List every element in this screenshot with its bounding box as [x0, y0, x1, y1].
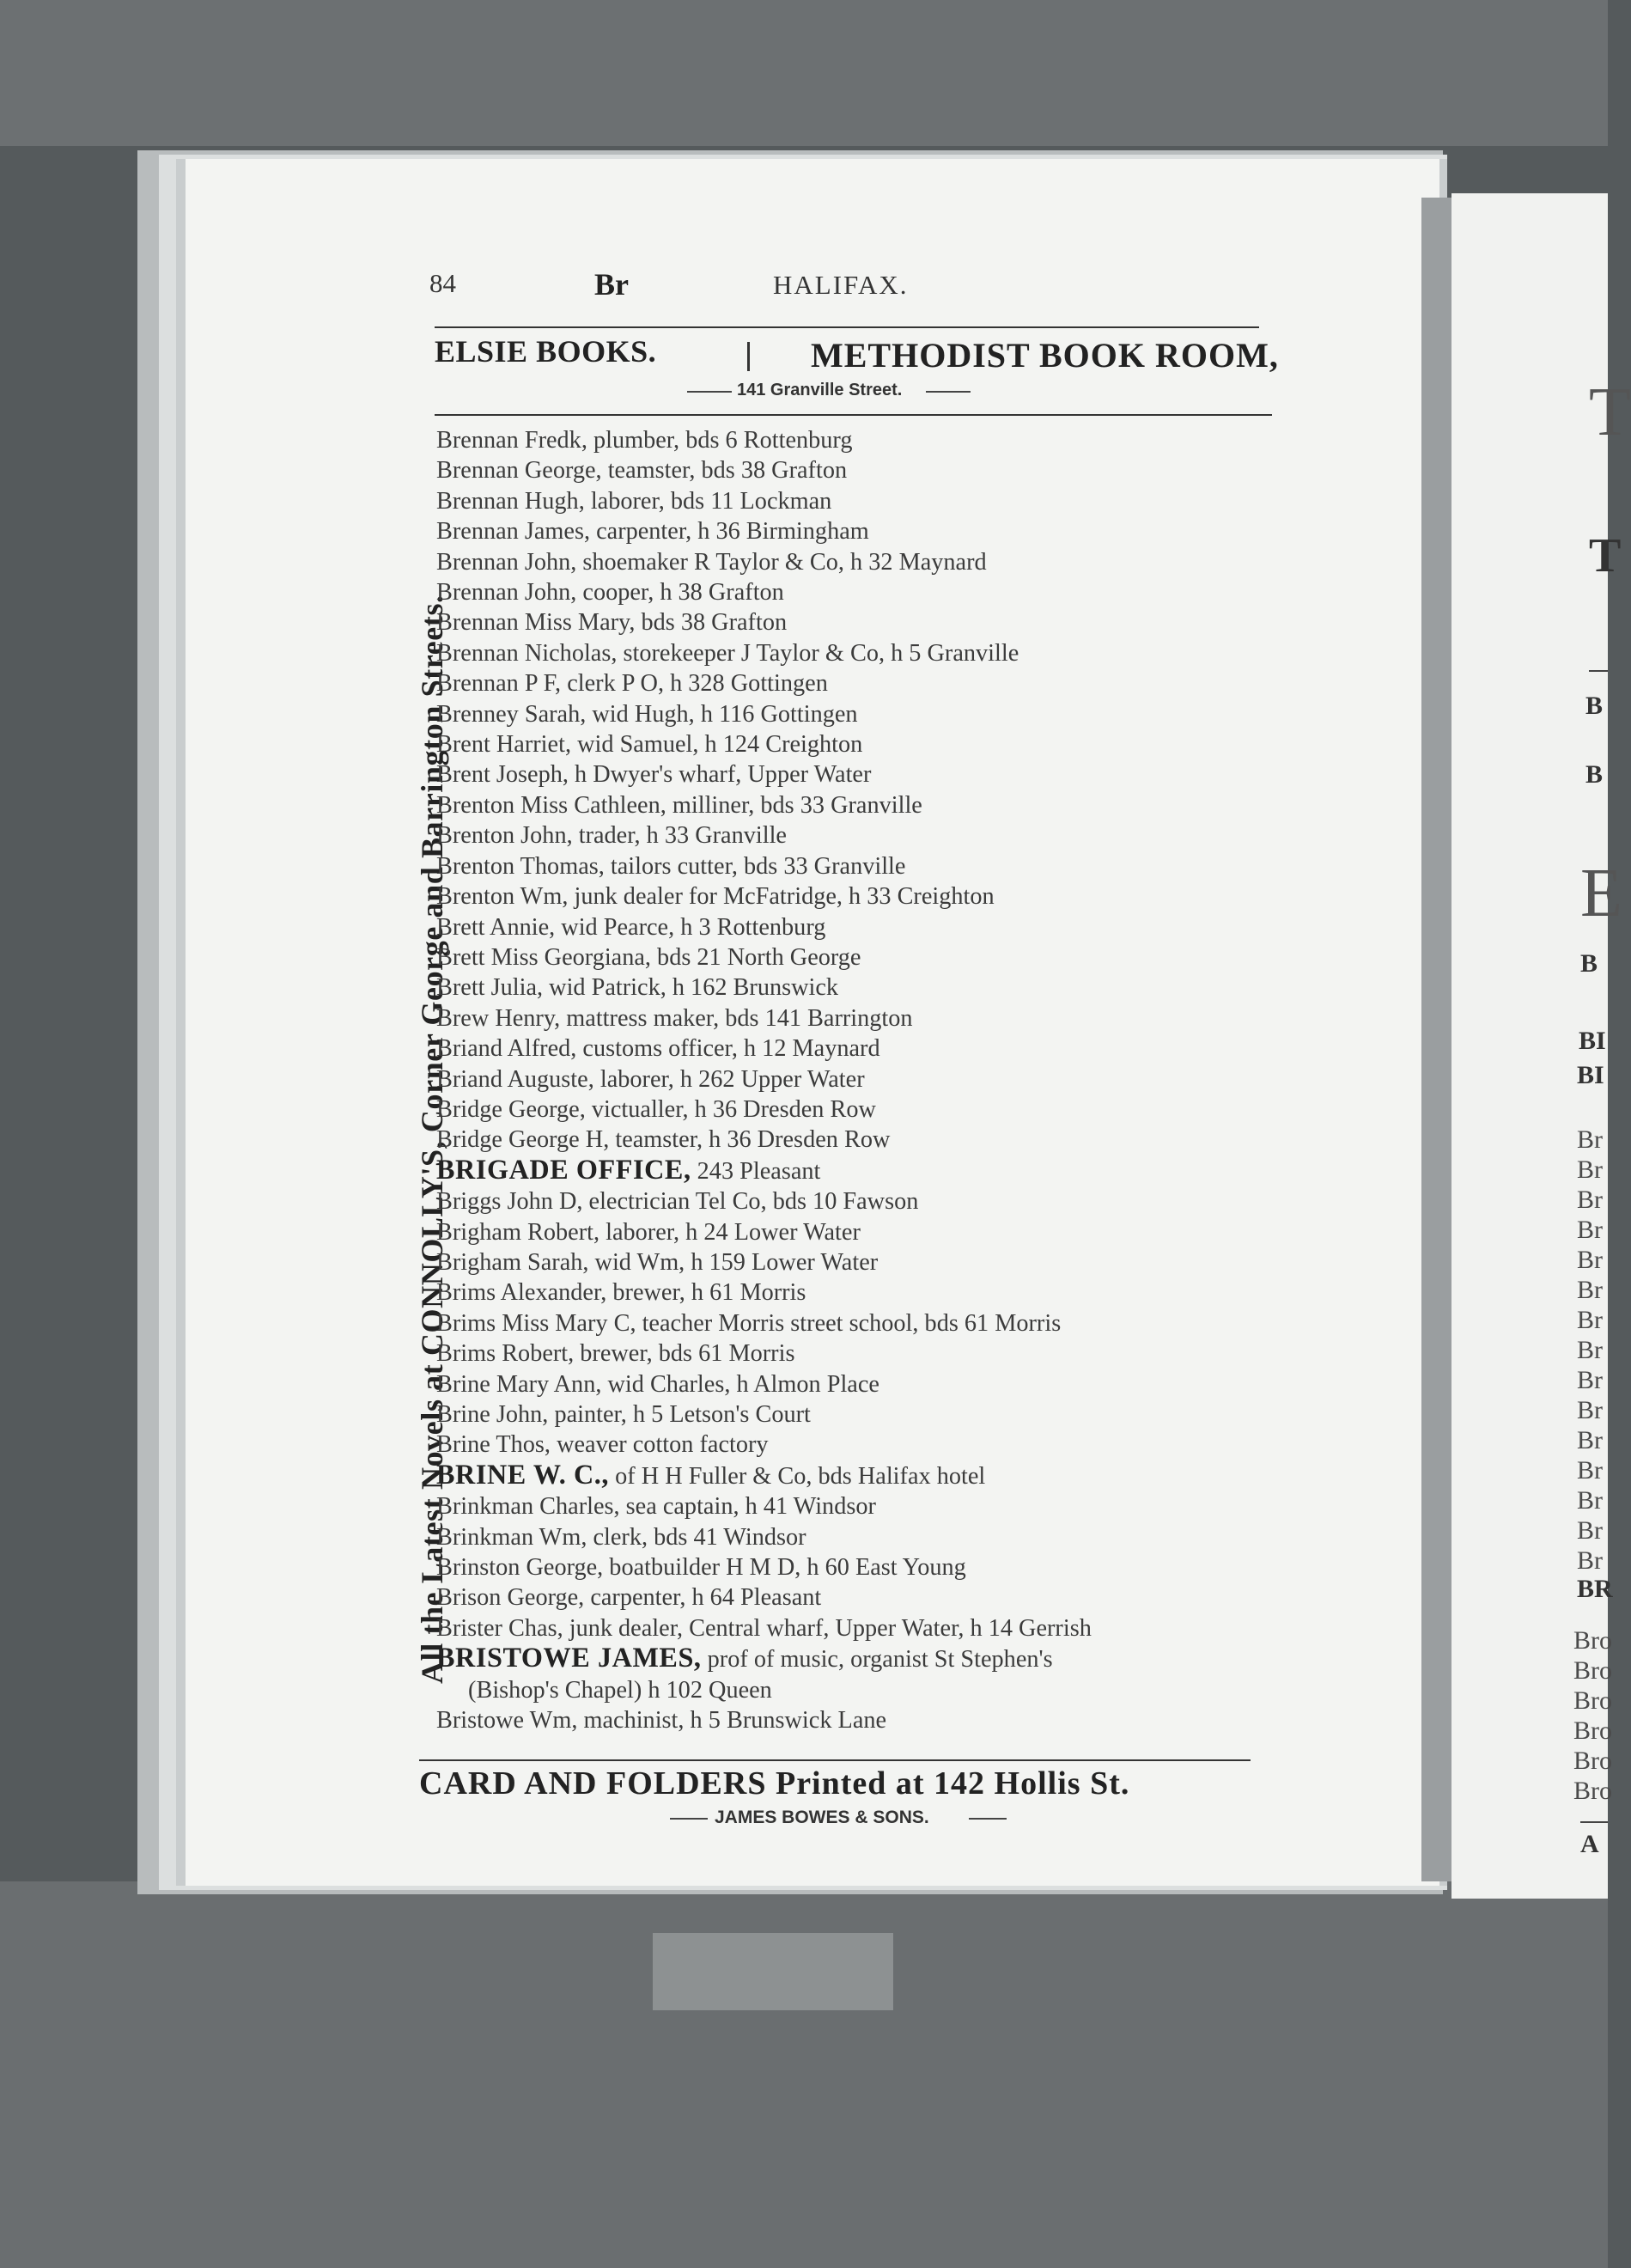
directory-entry: Brenton Miss Cathleen, milliner, bds 33 Granville [436, 790, 922, 819]
page-number: 84 [429, 268, 456, 298]
directory-entry: Brennan Nicholas, storekeeper J Taylor & Co, h 5 Granville [436, 638, 1019, 667]
directory-entry: Brennan Fredk, plumber, bds 6 Rottenburg [436, 426, 853, 454]
facing-page-fragment: Br [1577, 1276, 1603, 1304]
footer-rule [419, 1759, 1251, 1761]
directory-entry: Brew Henry, mattress maker, bds 141 Barrington [436, 1003, 913, 1032]
facing-page-fragment: B [1580, 949, 1598, 978]
directory-entry: Bridge George, victualler, h 36 Dresden Row [436, 1094, 876, 1123]
facing-page [1451, 193, 1631, 1899]
side-advertisement: All the Latest Novels at CONNOLLY'S, Corner George and Barrington Streets. [415, 594, 449, 1684]
directory-entry: Brinkman Wm, clerk, bds 41 Windsor [436, 1522, 806, 1551]
directory-entry: Brent Joseph, h Dwyer's wharf, Upper Water [436, 760, 872, 789]
directory-entry: Briand Auguste, laborer, h 262 Upper Water [436, 1064, 865, 1093]
directory-entry [436, 1460, 1274, 1491]
book-gutter [1421, 198, 1456, 1881]
directory-entry: Brennan Miss Mary, bds 38 Grafton [436, 608, 788, 637]
footer-dash [969, 1818, 1007, 1820]
directory-entry: Brims Miss Mary C, teacher Morris street school, bds 61 Morris [436, 1308, 1062, 1337]
entry-bold-name: BRINE W. C., [436, 1459, 610, 1491]
directory-entry [436, 1155, 1274, 1186]
directory-entry: Brennan James, carpenter, h 36 Birmingham [436, 517, 869, 546]
entry-bold-name: BRIGADE OFFICE, [436, 1154, 691, 1186]
directory-entry: Bridge George H, teamster, h 36 Dresden Row [436, 1125, 891, 1154]
entry-detail: of H H Fuller & Co, bds Halifax hotel [609, 1461, 986, 1490]
directory-entry: Brison George, carpenter, h 64 Pleasant [436, 1583, 822, 1612]
facing-page-fragment: Br [1577, 1546, 1603, 1575]
directory-entry: Brett Annie, wid Pearce, h 3 Rottenburg [436, 912, 826, 941]
page-title: HALIFAX. [773, 270, 909, 300]
directory-entry: Briggs John D, electrician Tel Co, bds 10 Fawson [436, 1187, 919, 1216]
facing-page-fragment: Br [1577, 1486, 1603, 1515]
directory-entry [436, 1675, 1274, 1705]
entry-continuation: (Bishop's Chapel) h 102 Queen [468, 1675, 772, 1704]
facing-page-fragment: T [1589, 529, 1622, 582]
facing-page-fragment: Br [1577, 1125, 1603, 1154]
entry-detail: 243 Pleasant [691, 1156, 821, 1185]
directory-entry: Brenton Thomas, tailors cutter, bds 33 Granville [436, 851, 906, 880]
header-rule [435, 326, 1259, 328]
facing-page-fragment: Br [1577, 1306, 1603, 1334]
facing-page-fragment: Bro [1573, 1747, 1612, 1775]
footer-dash [670, 1818, 708, 1820]
running-head: Br [594, 267, 629, 302]
footer-advertiser: JAMES BOWES & SONS. [715, 1808, 929, 1827]
facing-page-fragment: T [1589, 375, 1631, 450]
facing-page-fragment: BI [1579, 1027, 1606, 1055]
facing-page-fragment: Br [1577, 1456, 1603, 1485]
directory-entry: Brine John, painter, h 5 Letson's Court [436, 1400, 811, 1428]
directory-entry: Brennan John, cooper, h 38 Grafton [436, 578, 784, 607]
directory-entry: Brennan George, teamster, bds 38 Grafton [436, 456, 848, 485]
facing-page-fragment: E [1580, 856, 1622, 931]
facing-page-fragment: Br [1577, 1516, 1603, 1545]
facing-page-fragment: Br [1577, 1246, 1603, 1274]
facing-page-rule [1589, 670, 1608, 672]
ad-dash [687, 391, 732, 393]
directory-entry: Brennan Hugh, laborer, bds 11 Lockman [436, 486, 832, 515]
directory-entry: Brinkman Charles, sea captain, h 41 Windsor [436, 1492, 876, 1521]
directory-entry: Brims Robert, brewer, bds 61 Morris [436, 1339, 795, 1368]
facing-page-fragment: Bro [1573, 1656, 1612, 1685]
facing-page-fragment: Bro [1573, 1686, 1612, 1715]
directory-entry: Brenton Wm, junk dealer for McFatridge, h 33 Creighton [436, 882, 995, 911]
facing-page-fragment: Bro [1573, 1626, 1612, 1655]
directory-entry: Brigham Robert, laborer, h 24 Lower Water [436, 1217, 861, 1246]
directory-entry: Brennan P F, clerk P O, h 328 Gottingen [436, 669, 828, 698]
facing-page-fragment: B [1585, 760, 1604, 789]
facing-page-fragment: A [1580, 1830, 1599, 1858]
directory-entry: Brett Miss Georgiana, bds 21 North George [436, 942, 861, 971]
facing-page-fragment: B [1585, 692, 1604, 720]
ad-dash [926, 391, 971, 393]
directory-entry: Brister Chas, junk dealer, Central wharf, Upper Water, h 14 Gerrish [436, 1613, 1092, 1642]
directory-entry: Brigham Sarah, wid Wm, h 159 Lower Water [436, 1247, 879, 1276]
directory-entry: Brine Thos, weaver cotton factory [436, 1430, 769, 1459]
facing-page-fragment: Br [1577, 1396, 1603, 1424]
ad-methodist-book-room: METHODIST BOOK ROOM, [811, 336, 1279, 375]
directory-entry: Brenton John, trader, h 33 Granville [436, 821, 787, 850]
facing-page-fragment: Br [1577, 1216, 1603, 1244]
facing-page-fragment: BR [1577, 1575, 1613, 1603]
ad-elsie-books: ELSIE BOOKS. [435, 334, 657, 369]
directory-entry [436, 1643, 1274, 1674]
entry-bold-name: BRISTOWE JAMES, [436, 1643, 702, 1674]
directory-entry: Brims Alexander, brewer, h 61 Morris [436, 1278, 806, 1307]
ad-separator [747, 342, 750, 371]
facing-page-fragment: Br [1577, 1366, 1603, 1394]
facing-page-fragment: Br [1577, 1186, 1603, 1214]
directory-entry: Brett Julia, wid Patrick, h 162 Brunswick [436, 973, 839, 1002]
footer-advertisement: CARD AND FOLDERS Printed at 142 Hollis St. [419, 1765, 1130, 1802]
directory-entry: Briand Alfred, customs officer, h 12 Maynard [436, 1034, 880, 1063]
directory-entry: Brennan John, shoemaker R Taylor & Co, h 32 Maynard [436, 547, 987, 576]
ad-address: 141 Granville Street. [737, 381, 903, 399]
facing-page-fragment: Bro [1573, 1777, 1612, 1805]
page-header [429, 268, 1280, 311]
directory-entry: Bristowe Wm, machinist, h 5 Brunswick Lane [436, 1706, 887, 1735]
scanner-clip [653, 1933, 893, 2010]
facing-page-fragment: Br [1577, 1336, 1603, 1364]
directory-entry: Brine Mary Ann, wid Charles, h Almon Place [436, 1369, 879, 1398]
directory-entry: Brent Harriet, wid Samuel, h 124 Creighton [436, 730, 863, 759]
facing-page-fragment: Br [1577, 1155, 1603, 1184]
ad-bottom-rule [435, 414, 1272, 416]
facing-page-rule [1580, 1821, 1608, 1823]
directory-entry: Brenney Sarah, wid Hugh, h 116 Gottingen [436, 699, 858, 728]
facing-page-fragment: BI [1577, 1061, 1604, 1089]
directory-entries [436, 425, 1295, 1735]
facing-page-fragment: Br [1577, 1426, 1603, 1454]
scanner-backdrop-top [0, 0, 1608, 146]
facing-page-fragment: Bro [1573, 1716, 1612, 1745]
directory-entry: Brinston George, boatbuilder H M D, h 60 East Young [436, 1553, 966, 1582]
entry-detail: prof of music, organist St Stephen's [701, 1645, 1053, 1674]
